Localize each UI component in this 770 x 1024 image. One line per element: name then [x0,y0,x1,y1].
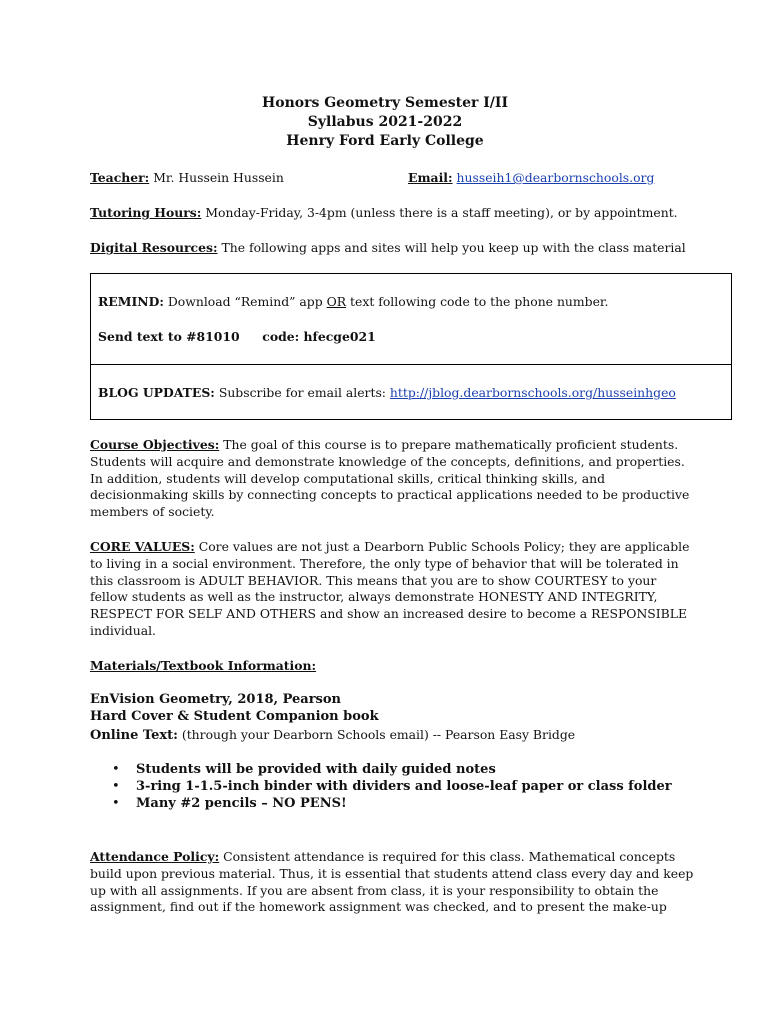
remind-line [98,294,608,309]
textbook-cover: Hard Cover & Student Companion book [90,709,379,724]
list-item: • Many #2 pencils – NO PENS! [112,796,347,811]
attendance-line: Consistent attendance is required for this class. Mathematical concepts [219,849,676,864]
tutoring-row [90,204,678,221]
remind-text-b: text following code to the phone number. [346,294,609,309]
online-text-label: Online Text: [90,728,178,743]
core-values-line: fellow students as well as the instructor, always demonstrate HONESTY AND INTEGRITY, [90,589,658,605]
core-values [90,539,690,640]
bullet-icon: • [112,796,120,811]
bullet-icon: • [112,779,120,794]
teacher-row [90,169,284,186]
core-values-line: to living in a social environment. Therefore, the only type of behavior that will be tolerated in [90,555,679,571]
online-text-desc: (through your Dearborn Schools email) -- Pearson Easy Bridge [177,727,576,742]
objectives-line: Students will acquire and demonstrate knowledge of the concepts, definitions, and properties. [90,453,685,469]
syllabus-year: Syllabus 2021-2022 [307,114,463,130]
course-title: Honors Geometry Semester I/II [262,95,508,111]
blog-text: Subscribe for email alerts: [218,385,390,400]
remind-box [90,273,732,365]
core-values-line: Core values are not just a Dearborn Public Schools Policy; they are applicable [194,539,690,554]
remind-code: code: hfecge021 [262,329,376,344]
materials-heading-row [90,657,316,674]
attendance-line: build upon previous material. Thus, it is essential that students attend class every day and keep [90,865,694,881]
document-title [0,94,770,151]
textbook-title: EnVision Geometry, 2018, Pearson [90,692,341,707]
course-objectives [90,437,690,521]
attendance-line: assignment, find out if the homework assignment was checked, and to present the make-up [90,899,667,915]
core-values-line: individual. [90,622,157,638]
attendance-line: up with all assignments. If you are absent from class, it is your responsibility to obtain the [90,882,659,898]
list-item: • 3-ring 1-1.5-inch binder with dividers and loose-leaf paper or class folder [112,779,672,794]
remind-send-number: Send text to #81010 [98,329,240,344]
objectives-label: Course Objectives: [90,437,220,452]
school-name: Henry Ford Early College [286,133,484,149]
list-item: • Students will be provided with daily guided notes [112,762,496,777]
blog-label: BLOG UPDATES: [98,385,215,400]
digital-resources-label: Digital Resources: [90,240,218,255]
blog-link[interactable]: http://jblog.dearbornschools.org/husseinhgeo [389,385,676,400]
teacher-email-link[interactable]: husseih1@dearbornschools.org [456,170,655,185]
digital-resources-row [90,239,686,256]
core-values-line: this classroom is ADULT BEHAVIOR. This means that you are to show COURTESY to your [90,572,657,588]
attendance-label: Attendance Policy: [90,849,220,864]
objectives-line: In addition, students will develop computational skills, critical thinking skills, and [90,470,606,486]
remind-code-line [98,329,376,344]
materials-heading: Materials/Textbook Information: [90,658,317,673]
core-values-label: CORE VALUES: [90,539,195,554]
blog-line [98,385,676,400]
attendance-policy [90,849,694,916]
bullet-icon: • [112,762,120,777]
objectives-line: members of society. [90,504,215,520]
remind-label: REMIND: [98,294,164,309]
teacher-name: Mr. Hussein Hussein [153,170,284,185]
online-text-row [90,726,575,744]
materials-list [90,761,672,812]
tutoring-text: Monday-Friday, 3-4pm (unless there is a staff meeting), or by appointment. [205,205,678,220]
objectives-line: The goal of this course is to prepare mathematically proficient students. [219,437,679,452]
email-label: Email: [408,170,453,185]
objectives-line: decisionmaking skills by connecting concepts to practical applications needed to be productive [90,487,690,503]
blog-box [90,364,732,420]
core-values-line: RESPECT FOR SELF AND OTHERS and show an increased desire to become a RESPONSIBLE [90,606,688,622]
email-row [408,169,654,186]
tutoring-label: Tutoring Hours: [90,205,202,220]
digital-resources-text: The following apps and sites will help you keep up with the class material [221,240,686,255]
teacher-label: Teacher: [90,170,150,185]
remind-or: OR [326,294,347,309]
remind-text-a: Download “Remind” app [167,294,327,309]
